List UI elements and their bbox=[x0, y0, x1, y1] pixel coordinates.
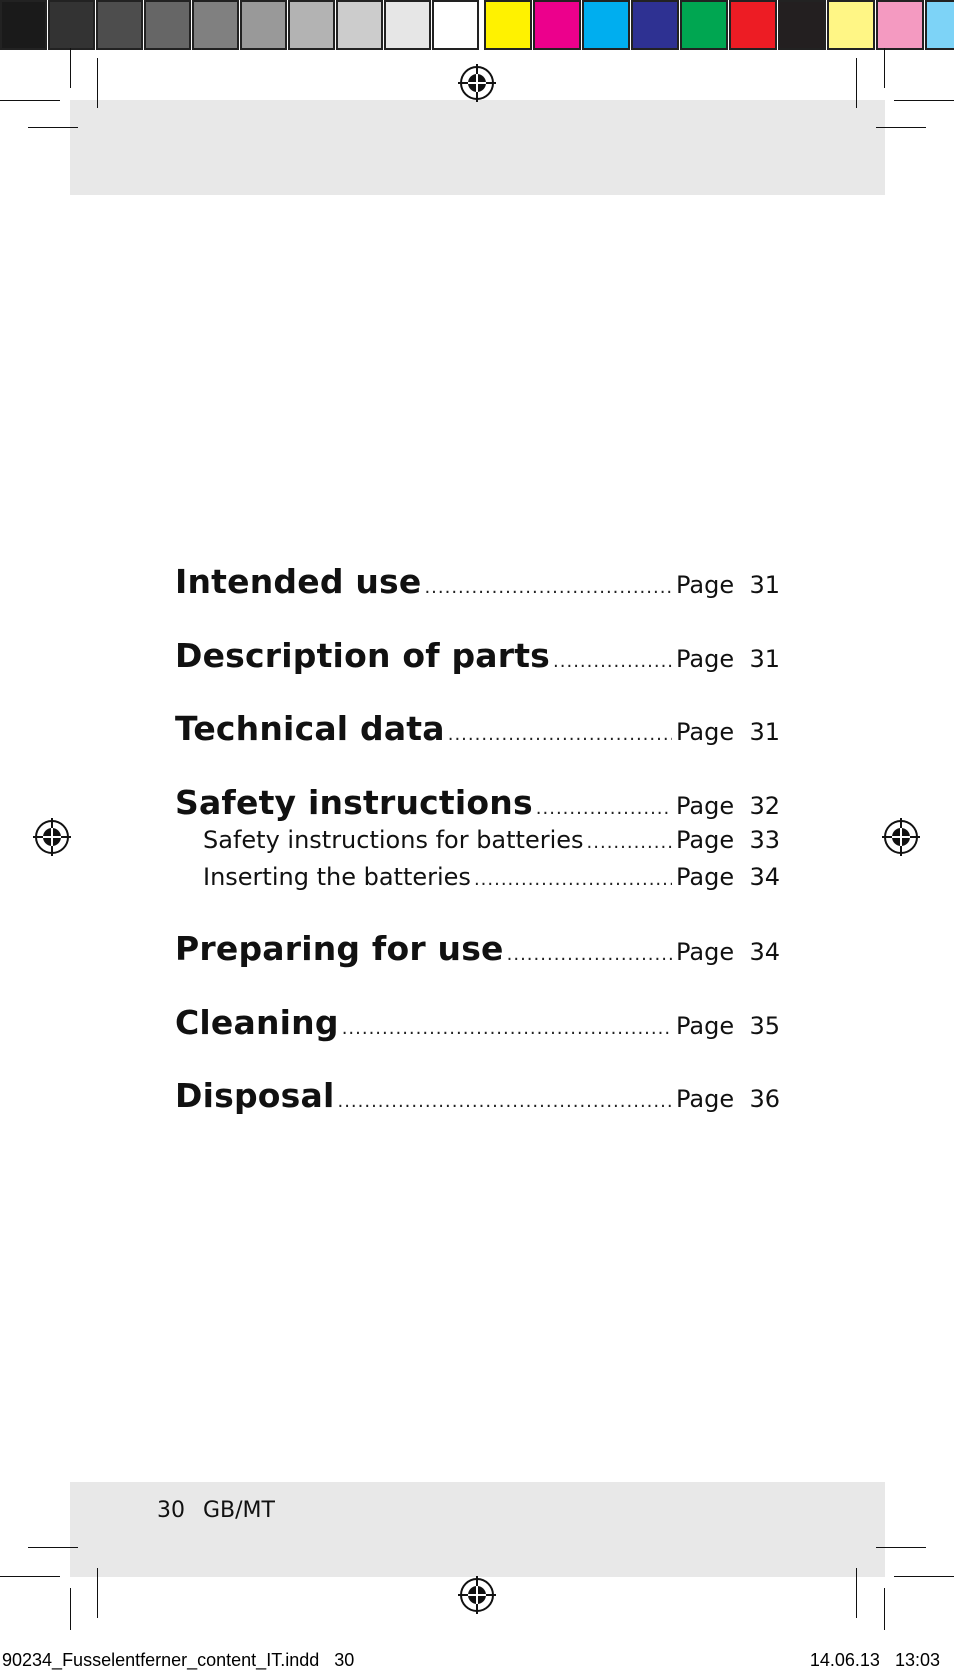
crop-mark bbox=[28, 127, 78, 128]
toc-entry-title: Cleaning bbox=[175, 1003, 339, 1042]
toc-leader-dots bbox=[587, 832, 672, 853]
toc-page-number: 34 bbox=[749, 863, 780, 891]
registration-mark-icon bbox=[458, 64, 496, 102]
toc-page-label: Page bbox=[676, 826, 735, 854]
crop-mark bbox=[856, 58, 857, 108]
gray-swatch-strip bbox=[0, 0, 480, 50]
color-swatch bbox=[192, 0, 239, 50]
toc-page-number: 31 bbox=[749, 645, 780, 673]
toc-entry-title: Inserting the batteries bbox=[203, 863, 471, 891]
crop-mark bbox=[70, 1588, 71, 1630]
color-swatch bbox=[384, 0, 431, 50]
crop-mark bbox=[0, 100, 60, 101]
color-swatch bbox=[240, 0, 287, 50]
crop-mark bbox=[28, 1547, 78, 1548]
toc-page-number: 32 bbox=[749, 792, 780, 820]
crop-mark bbox=[97, 1568, 98, 1618]
registration-mark-icon bbox=[882, 818, 920, 856]
toc-page-label: Page bbox=[676, 1085, 735, 1113]
toc-entry-title: Description of parts bbox=[175, 636, 551, 675]
crop-mark bbox=[884, 1588, 885, 1630]
toc-entry-title: Preparing for use bbox=[175, 929, 504, 968]
toc-entry-inserting-batteries bbox=[203, 863, 780, 891]
toc-entry-title: Safety instructions bbox=[175, 783, 533, 822]
toc-entry-technical-data bbox=[175, 709, 780, 748]
toc-page-label: Page bbox=[676, 1012, 735, 1040]
color-swatch bbox=[432, 0, 479, 50]
color-swatch-strip bbox=[484, 0, 954, 50]
toc-page-number: 31 bbox=[749, 718, 780, 746]
crop-mark bbox=[0, 1576, 60, 1577]
toc-leader-dots bbox=[342, 1018, 672, 1039]
crop-mark bbox=[894, 1576, 954, 1577]
color-swatch bbox=[144, 0, 191, 50]
toc-page-number: 34 bbox=[749, 938, 780, 966]
toc-entry-preparing-for-use bbox=[175, 929, 780, 968]
crop-mark bbox=[894, 100, 954, 101]
color-swatch bbox=[582, 0, 630, 50]
slug-filename: 90234_Fusselentferner_content_IT.indd 30 bbox=[2, 1650, 355, 1670]
toc-page-label: Page bbox=[676, 792, 735, 820]
toc-entry-intended-use bbox=[175, 562, 780, 601]
crop-mark bbox=[876, 1547, 926, 1548]
region-code: GB/MT bbox=[203, 1498, 275, 1523]
color-swatch bbox=[925, 0, 954, 50]
toc-page-label: Page bbox=[676, 863, 735, 891]
toc-entry-title: Safety instructions for batteries bbox=[203, 826, 584, 854]
toc-leader-dots bbox=[424, 577, 672, 598]
toc-leader-dots bbox=[553, 651, 672, 672]
toc-entry-safety-instructions-batteries bbox=[203, 826, 780, 854]
toc-entry-title: Disposal bbox=[175, 1076, 335, 1115]
toc-leader-dots bbox=[536, 798, 672, 819]
color-swatch bbox=[48, 0, 95, 50]
toc-entry-safety-instructions bbox=[175, 783, 780, 822]
toc-page-number: 36 bbox=[749, 1085, 780, 1113]
color-swatch bbox=[680, 0, 728, 50]
toc-page-label: Page bbox=[676, 718, 735, 746]
color-swatch bbox=[484, 0, 532, 50]
page-number: 30 bbox=[157, 1498, 185, 1523]
toc-entry-description-of-parts bbox=[175, 636, 780, 675]
toc-page-number: 33 bbox=[749, 826, 780, 854]
toc-page-number: 31 bbox=[749, 571, 780, 599]
crop-mark bbox=[876, 127, 926, 128]
color-swatch bbox=[827, 0, 875, 50]
toc-leader-dots bbox=[507, 944, 672, 965]
registration-mark-icon bbox=[458, 1576, 496, 1614]
slug-date-time: 14.06.13 13:03 bbox=[809, 1650, 940, 1670]
toc-page-number: 35 bbox=[749, 1012, 780, 1040]
toc-page-label: Page bbox=[676, 645, 735, 673]
color-swatch bbox=[96, 0, 143, 50]
color-swatch bbox=[729, 0, 777, 50]
color-swatch bbox=[631, 0, 679, 50]
header-band bbox=[70, 100, 885, 195]
footer-band bbox=[70, 1482, 885, 1577]
toc-entry-title: Technical data bbox=[175, 709, 445, 748]
crop-mark bbox=[97, 58, 98, 108]
toc-leader-dots bbox=[448, 724, 672, 745]
crop-mark bbox=[884, 48, 885, 88]
toc-entry-title: Intended use bbox=[175, 562, 422, 601]
color-swatch bbox=[778, 0, 826, 50]
color-swatch bbox=[288, 0, 335, 50]
toc-leader-dots bbox=[337, 1091, 672, 1112]
color-swatch bbox=[0, 0, 47, 50]
color-swatch bbox=[533, 0, 581, 50]
toc-leader-dots bbox=[474, 869, 672, 890]
registration-mark-icon bbox=[33, 818, 71, 856]
toc-page-label: Page bbox=[676, 938, 735, 966]
toc-page-label: Page bbox=[676, 571, 735, 599]
crop-mark bbox=[856, 1568, 857, 1618]
color-swatch bbox=[876, 0, 924, 50]
crop-mark bbox=[70, 48, 71, 88]
color-swatch bbox=[336, 0, 383, 50]
toc-entry-cleaning bbox=[175, 1003, 780, 1042]
toc-entry-disposal bbox=[175, 1076, 780, 1115]
